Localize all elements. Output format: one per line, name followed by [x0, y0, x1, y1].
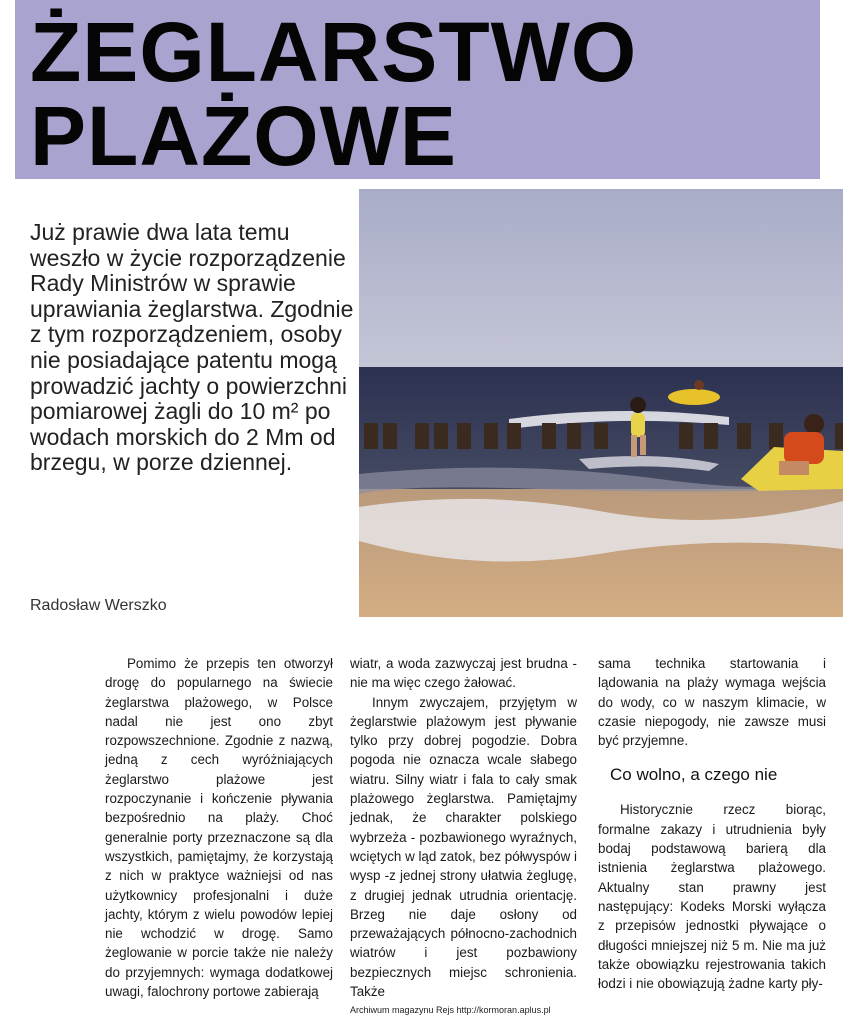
page-title-line-2: PLAŻOWE — [30, 89, 457, 183]
lead-text: Już prawie dwa lata temu weszło w życie rozporządzenie Rady Ministrów w sprawie uprawiania żeglarstwa. Zgodnie z tym rozporządzeniem, osoby nie posiadające patentu mogą prowadzić jachty o powierzchni pomiarowej żagli do 10 m² po wodach morskich do 2 Mm od brzegu, w porze dziennej. — [30, 219, 354, 476]
paragraph: Innym zwyczajem, przyjętym w żeglarstwie plażowym jest pływanie tylko przy dobrej pogodzie. Dobra pogoda nie oznacza wcale słabego wiatru. Silny wiatr i fala to cały smak plażowego żeglarstwa. Pamiętajmy jednak, że charakter polskiego wybrzeża - pozbawionego wyraźnych, wciętych w ląd zatok, bez półwyspów i wysp -z jednej strony ułatwia żeglugę, z drugiej jednak utrudnia orientację. Brzeg nie daje osłony od przeważających północno-zachodnich wiatrów i jest pozbawiony bezpiecznych miejsc schronienia. Także — [350, 694, 577, 1000]
article-column-2 — [350, 654, 577, 1001]
paragraph: wiatr, a woda zazwyczaj jest brudna - nie ma więc czego żałować. — [350, 656, 577, 691]
article-column-1 — [105, 654, 333, 1001]
author-name: Radosław Werszko — [30, 597, 167, 614]
section-heading: Co wolno, a czego nie — [610, 765, 778, 785]
lead-paragraph — [30, 220, 355, 476]
article-column-3 — [598, 654, 826, 993]
footer-credit: Archiwum magazynu Rejs http://kormoran.aplus.pl — [350, 1005, 551, 1015]
paragraph: Pomimo że przepis ten otworzył drogę do popularnego na świecie żeglarstwa plażowego, w Polsce nadal nie jest ono zbyt rozpowszechnione. Zgodnie z nazwą, jedną z cech wyróżniających żeglarstwo plażowe jest rozpoczynanie i kończenie pływania bezpośrednio na plaży. Choć generalnie porty przeznaczone są dla wszystkich, pamiętajmy, że korzystają z nich w praktyce ważniejsi od nas użytkownicy profesjonalni i duże jachty, którym z wielu powodów lepiej nie wchodzić w drogę. Samo żeglowanie w porcie także nie należy do przyjemnych: wymaga dodatkowej uwagi, falochrony portowe zabierają — [105, 656, 333, 1000]
paragraph: Historycznie rzecz biorąc, formalne zakazy i utrudnienia były bodaj podstawową barierą dla istnienia żeglarstwa plażowego. Aktualny stan prawny jest następujący: Kodeks Morski wyłącza z przepisów jednostki pływające o długości mniejszej niż 5 m. Nie ma już także obowiązku rejestrowania takich łodzi i nie obowiązują żadne karty pły- — [598, 802, 826, 992]
beach-photo-image — [359, 189, 843, 617]
beach-photo — [359, 189, 843, 617]
paragraph: sama technika startowania i lądowania na plaży wymaga wejścia do wody, co w naszym klimacie, w czasie niepogody, nie zawsze musi być przyjemne. — [598, 656, 826, 749]
page-title-line-1: ŻEGLARSTWO — [30, 5, 638, 99]
